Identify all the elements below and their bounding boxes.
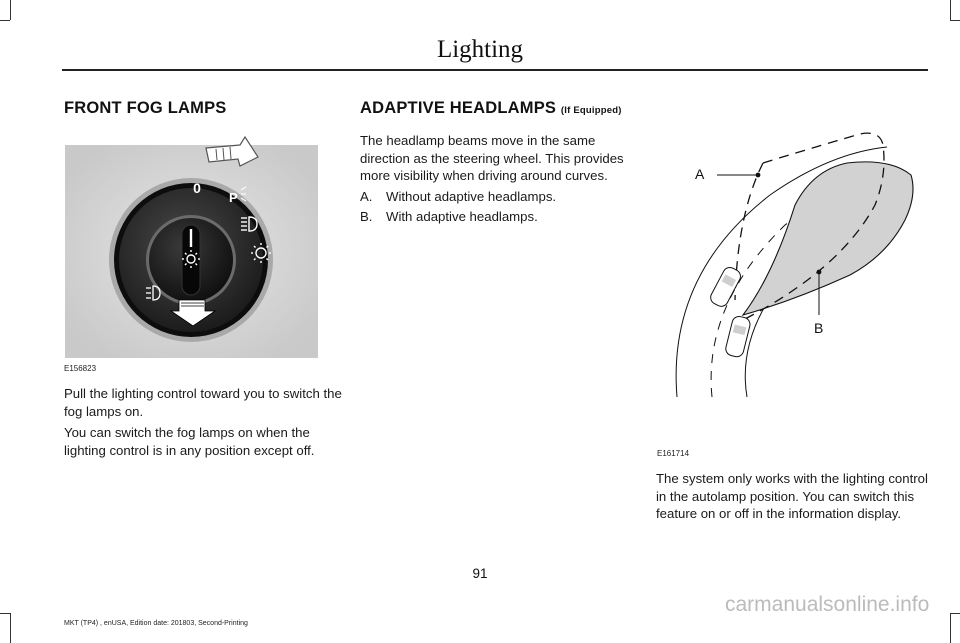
crop-mark-bottom-right-v xyxy=(950,613,951,643)
fog-paragraph-2: You can switch the fog lamps on when the lighting control is in any position except off. xyxy=(64,425,315,458)
crop-mark-bottom-right-h xyxy=(950,613,960,614)
watermark: carmanualsonline.info xyxy=(725,593,930,616)
edition-footer: MKT (TP4) , enUSA, Edition date: 201803, Second-Printing xyxy=(64,620,248,627)
crop-mark-top-right-v xyxy=(950,0,951,20)
callout-a: A xyxy=(695,166,705,182)
crop-mark-top-right-h xyxy=(950,20,960,21)
adaptive-headlamps-heading: ADAPTIVE HEADLAMPS (If Equipped) xyxy=(360,99,622,117)
crop-mark-top-left-h xyxy=(0,20,10,21)
header-rule xyxy=(62,69,928,71)
crop-mark-top-left-v xyxy=(10,0,11,20)
adaptive-beam-pattern xyxy=(743,162,913,315)
crop-mark-bottom-left-v xyxy=(10,613,11,643)
adaptive-headlamps-figure xyxy=(655,125,930,445)
if-equipped-note: (If Equipped) xyxy=(560,105,622,116)
lighting-control-figure xyxy=(63,135,333,360)
adaptive-figure-code: E161714 xyxy=(657,449,690,458)
lighting-control-illustration xyxy=(63,135,333,360)
park-lamp-label: P xyxy=(229,190,238,205)
page-header-title: Lighting xyxy=(436,36,524,63)
adaptive-headlamps-diagram xyxy=(655,125,930,445)
page-number: 91 xyxy=(472,566,488,581)
off-label: 0 xyxy=(193,180,201,196)
callout-b: B xyxy=(814,320,824,336)
fog-figure-code: E156823 xyxy=(64,364,97,373)
crop-mark-bottom-left-h xyxy=(0,613,10,614)
fog-paragraph-1: Pull the lighting control toward you to switch the fog lamps on. xyxy=(64,386,342,419)
fog-lamps-heading: FRONT FOG LAMPS xyxy=(64,99,227,117)
list-item-b: B. With adaptive headlamps. xyxy=(360,209,538,224)
adaptive-intro: The headlamp beams move in the same direction as the steering wheel. This provides more visibility when driving around curves. xyxy=(360,133,624,183)
adaptive-closing: The system only works with the lighting control in the autolamp position. You can switch this feature on or off in the information display. xyxy=(656,471,928,521)
car-top-icon xyxy=(708,265,743,309)
list-item-a: A. Without adaptive headlamps. xyxy=(360,189,557,204)
